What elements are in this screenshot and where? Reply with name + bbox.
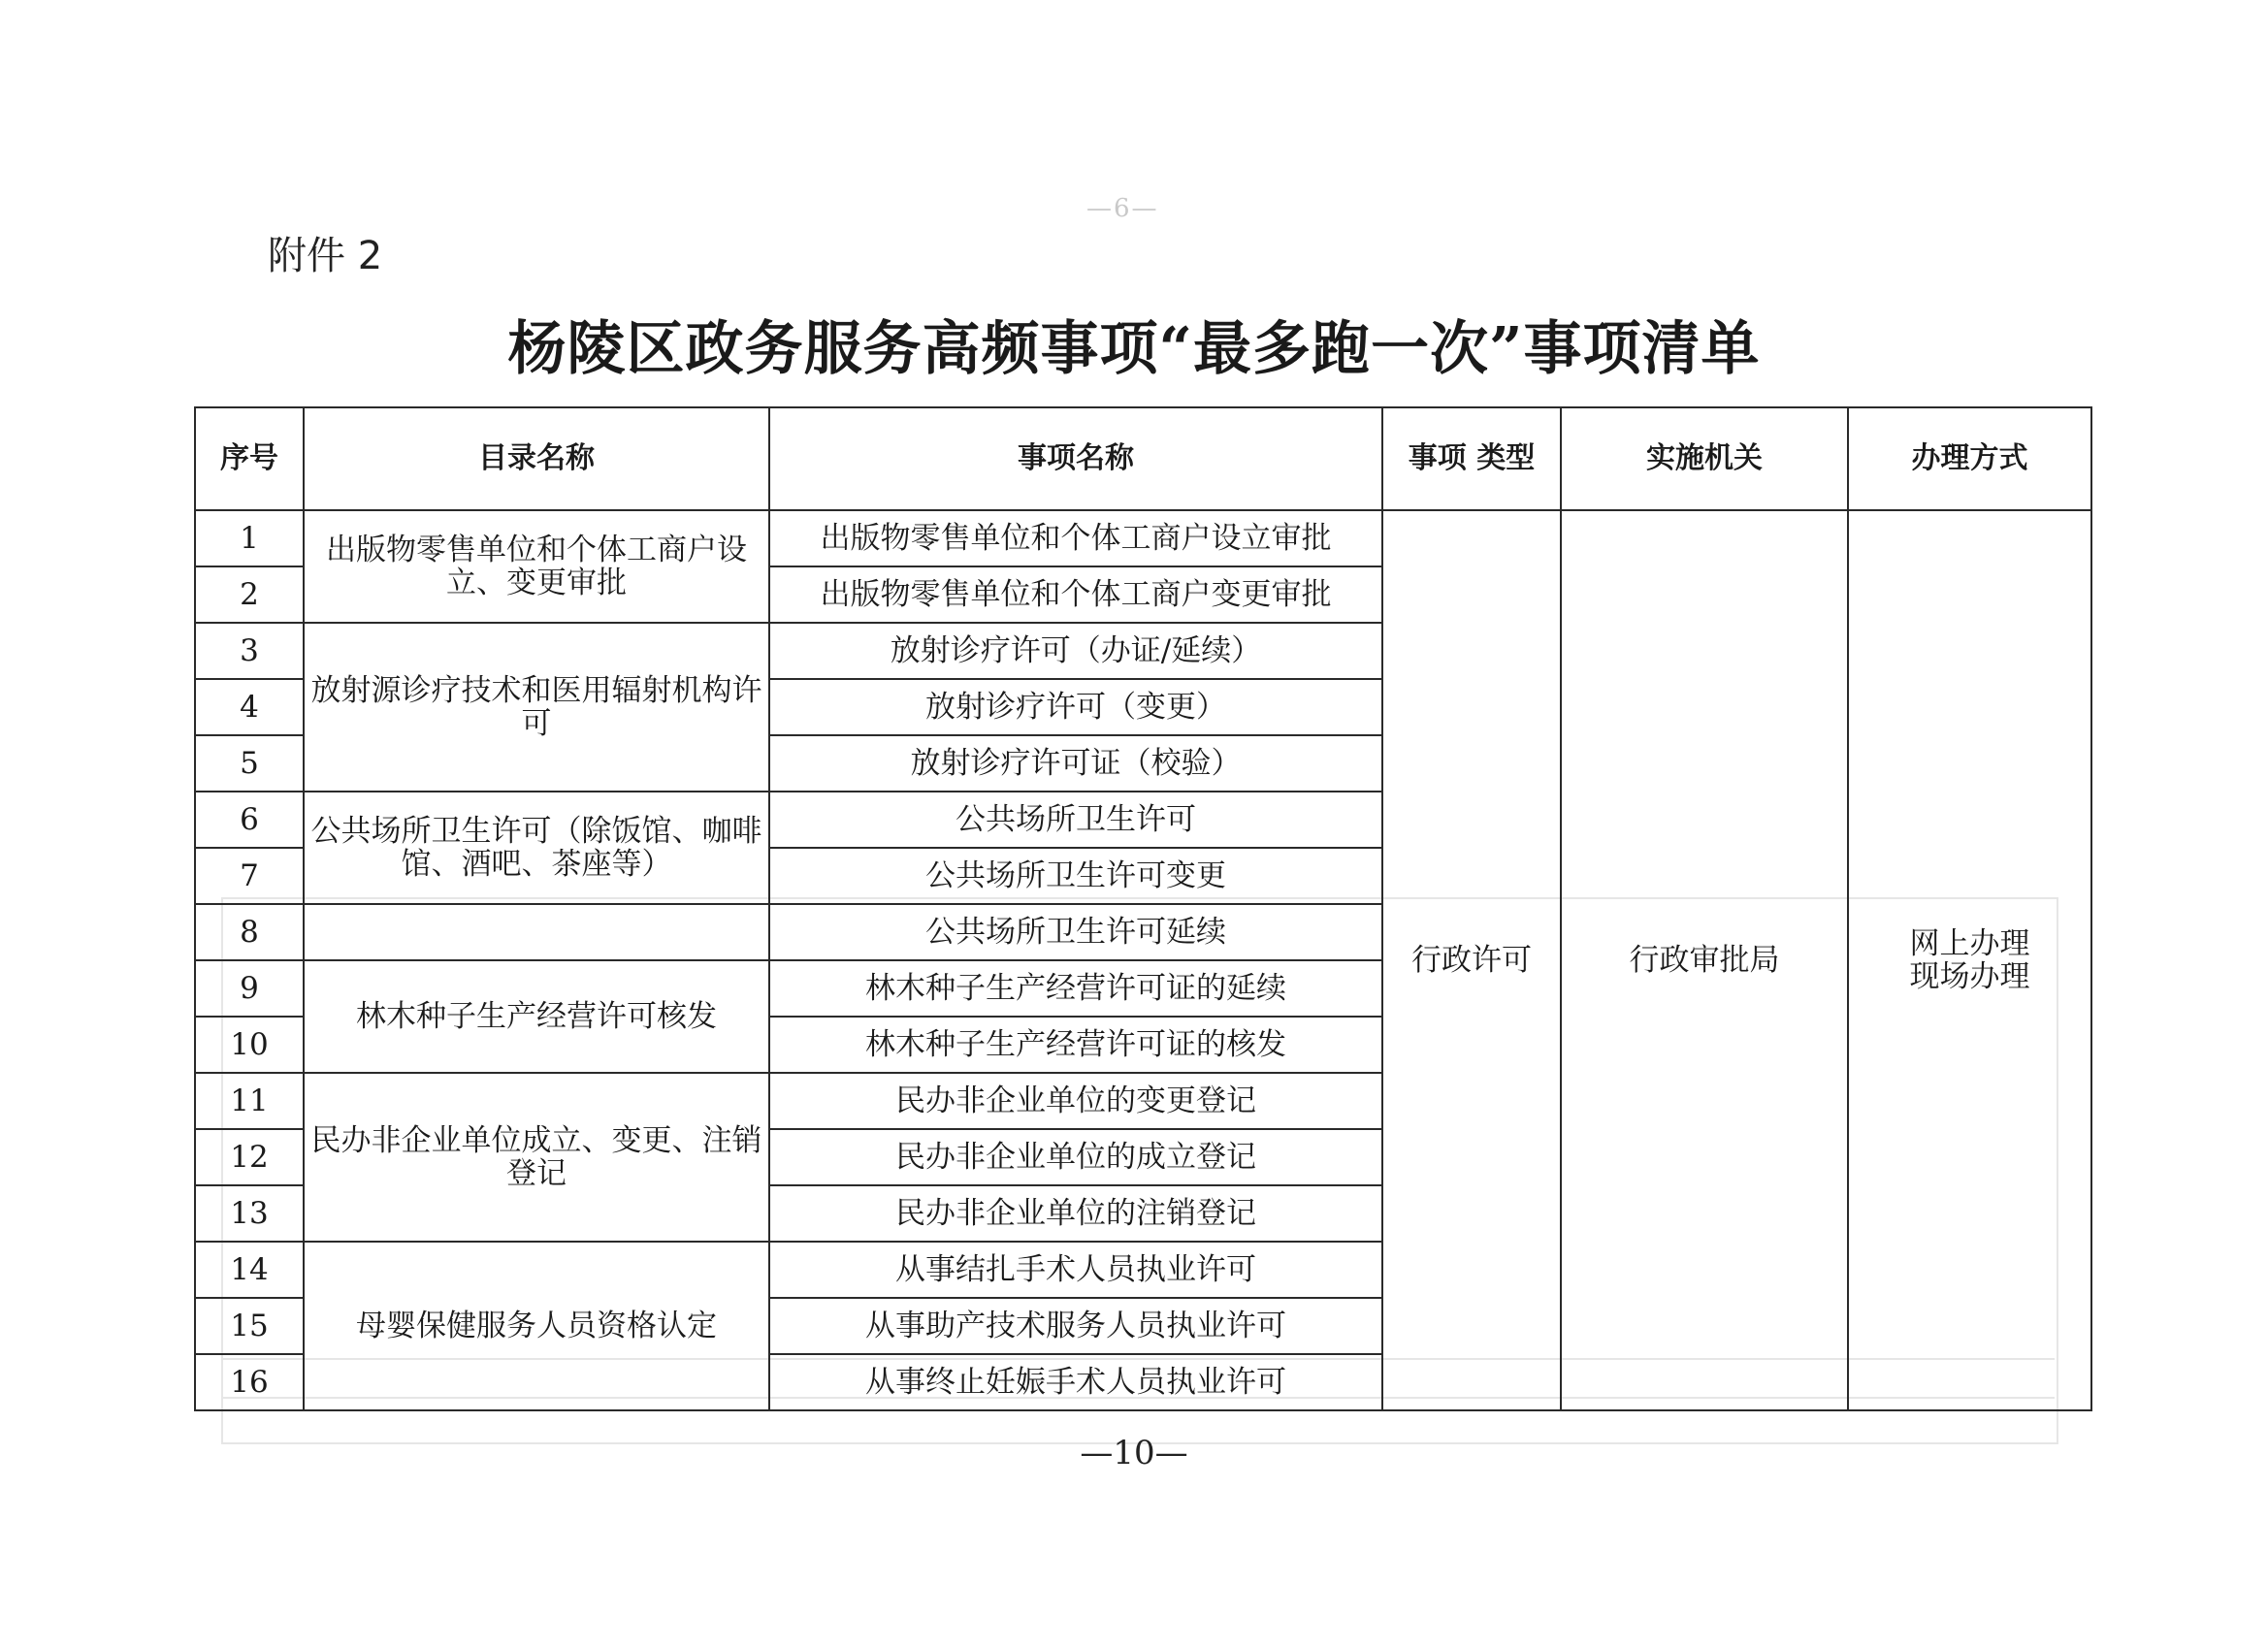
header-catalog: 目录名称 [304,407,769,510]
item-type: 行政许可 [1382,510,1561,1410]
item-name: 民办非企业单位的成立登记 [769,1129,1382,1185]
row-number: 12 [195,1129,304,1185]
method-onsite: 现场办理 [1909,959,2030,994]
row-number: 6 [195,792,304,848]
item-name: 林木种子生产经营许可证的核发 [769,1017,1382,1073]
catalog-name [304,904,769,960]
implementing-agency: 行政审批局 [1561,510,1848,1410]
row-number: 7 [195,848,304,904]
item-name: 公共场所卫生许可延续 [769,904,1382,960]
item-name: 放射诊疗许可（变更） [769,679,1382,735]
row-number: 2 [195,566,304,623]
header-agency: 实施机关 [1561,407,1848,510]
row-number: 14 [195,1242,304,1298]
row-number: 8 [195,904,304,960]
item-name: 公共场所卫生许可变更 [769,848,1382,904]
item-name: 从事结扎手术人员执业许可 [769,1242,1382,1298]
catalog-name: 出版物零售单位和个体工商户设立、变更审批 [304,510,769,623]
item-name: 民办非企业单位的变更登记 [769,1073,1382,1129]
header-no: 序号 [195,407,304,510]
row-number: 4 [195,679,304,735]
row-number: 5 [195,735,304,792]
page-number: —10— [1080,1434,1188,1472]
attachment-label: 附件 2 [268,234,383,278]
table-row [195,510,2091,566]
row-number: 11 [195,1073,304,1129]
item-name: 民办非企业单位的注销登记 [769,1185,1382,1242]
catalog-name: 公共场所卫生许可（除饭馆、咖啡馆、酒吧、茶座等） [304,792,769,904]
item-name: 出版物零售单位和个体工商户设立审批 [769,510,1382,566]
catalog-name: 放射源诊疗技术和医用辐射机构许可 [304,623,769,792]
row-number: 15 [195,1298,304,1354]
row-number: 3 [195,623,304,679]
header-item: 事项名称 [769,407,1382,510]
row-number: 10 [195,1017,304,1073]
item-name: 从事助产技术服务人员执业许可 [769,1298,1382,1354]
catalog-name: 民办非企业单位成立、变更、注销登记 [304,1073,769,1242]
method-online: 网上办理 [1909,926,2030,961]
row-number: 13 [195,1185,304,1242]
item-name: 林木种子生产经营许可证的延续 [769,960,1382,1017]
header-method: 办理方式 [1848,407,2091,510]
faint-page-marker: —6— [1086,194,1159,223]
item-name: 从事终止妊娠手术人员执业许可 [769,1354,1382,1410]
item-name: 放射诊疗许可（办证/延续） [769,623,1382,679]
handling-method [1848,510,2091,1410]
table-header-row [195,407,2091,510]
item-name: 放射诊疗许可证（校验） [769,735,1382,792]
row-number: 1 [195,510,304,566]
row-number: 16 [195,1354,304,1410]
header-type: 事项 类型 [1382,407,1561,510]
row-number: 9 [195,960,304,1017]
document-title: 杨陵区政务服务高频事项“最多跑一次”事项清单 [507,315,1761,383]
catalog-name: 林木种子生产经营许可核发 [304,960,769,1073]
catalog-name: 母婴保健服务人员资格认定 [304,1242,769,1410]
items-table [194,406,2092,1411]
item-name: 出版物零售单位和个体工商户变更审批 [769,566,1382,623]
item-name: 公共场所卫生许可 [769,792,1382,848]
